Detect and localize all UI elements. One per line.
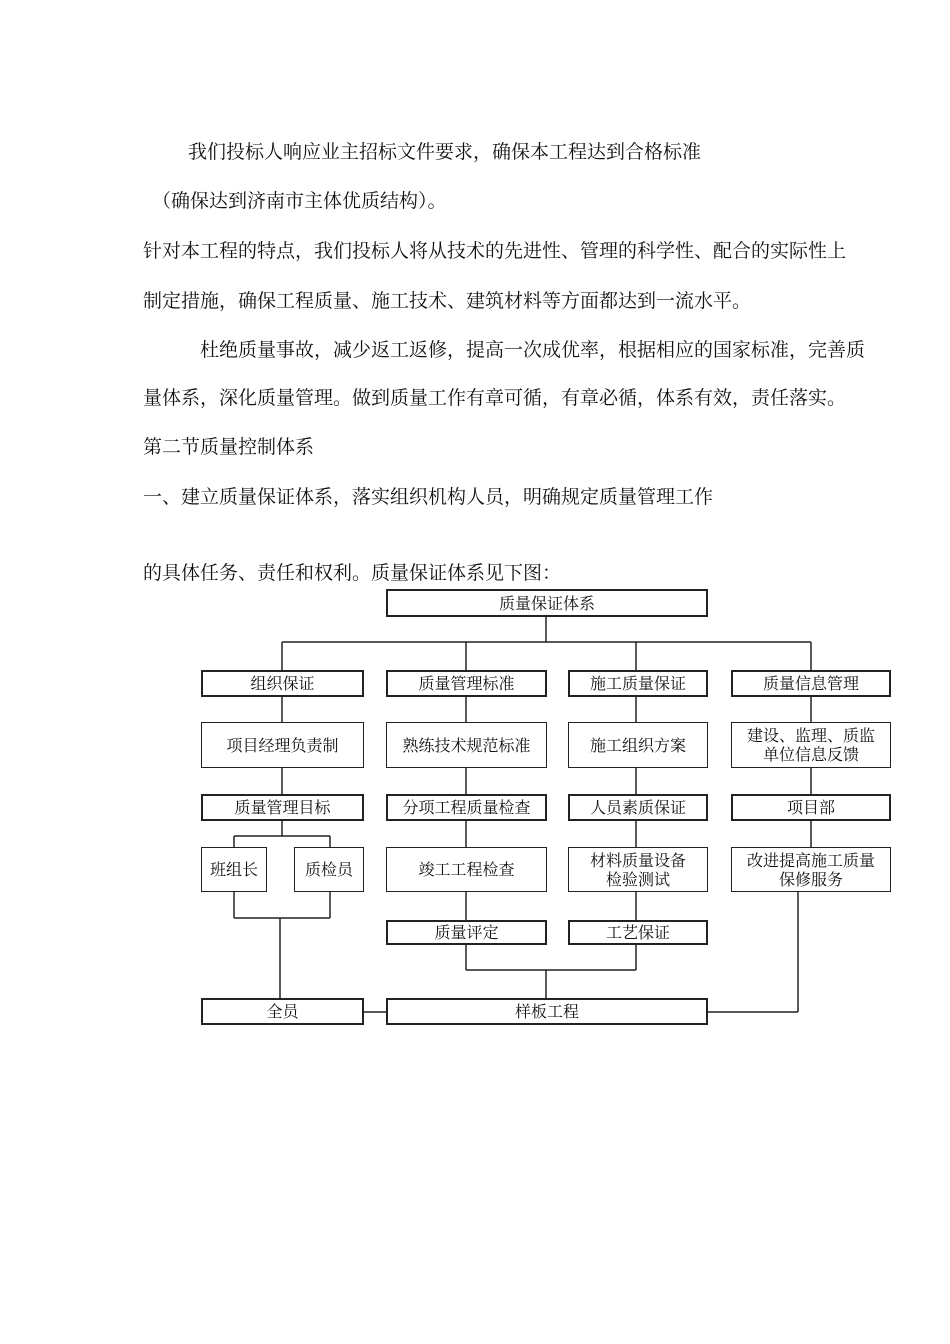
col2-box-1: 熟练技术规范标准 — [386, 722, 547, 768]
paragraph-line-7: 一、建立质量保证体系，落实组织机构人员，明确规定质量管理工作 — [143, 486, 714, 508]
col2-box-2: 分项工程质量检查 — [386, 794, 547, 821]
bottom-center-box: 样板工程 — [386, 998, 708, 1025]
col2-header-box: 质量管理标准 — [386, 670, 547, 697]
col3-box-4: 工艺保证 — [568, 920, 708, 945]
root-box: 质量保证体系 — [386, 589, 708, 617]
paragraph-line-1: 我们投标人响应业主招标文件要求，确保本工程达到合格标准 — [188, 141, 702, 163]
col2-box-3: 竣工工程检查 — [386, 847, 547, 892]
paragraph-line-6: 量体系，深化质量管理。做到质量工作有章可循，有章必循，体系有效，责任落实。 — [143, 387, 847, 409]
paragraph-line-4: 制定措施，确保工程质量、施工技术、建筑材料等方面都达到一流水平。 — [143, 290, 752, 312]
col4-header-box: 质量信息管理 — [731, 670, 891, 697]
col3-header-box: 施工质量保证 — [568, 670, 708, 697]
section-heading: 第二节质量控制体系 — [143, 436, 315, 458]
col3-box-3: 材料质量设备 检验测试 — [568, 847, 708, 892]
col1-bottom-box: 全员 — [201, 998, 364, 1025]
paragraph-line-8: 的具体任务、责任和权利。质量保证体系见下图： — [143, 562, 562, 584]
paragraph-line-2: （确保达到济南市主体优质结构）。 — [152, 190, 447, 212]
col1-box-3b: 质检员 — [294, 847, 364, 892]
col1-box-3a: 班组长 — [201, 847, 267, 892]
col3-box-1: 施工组织方案 — [568, 722, 708, 768]
col3-box-2: 人员素质保证 — [568, 794, 708, 821]
col4-box-3: 改进提高施工质量 保修服务 — [731, 847, 891, 892]
col1-box-2: 质量管理目标 — [201, 794, 364, 821]
paragraph-line-3: 针对本工程的特点，我们投标人将从技术的先进性、管理的科学性、配合的实际性上 — [143, 240, 847, 262]
paragraph-line-5: 杜绝质量事故，减少返工返修，提高一次成优率，根据相应的国家标准，完善质 — [200, 339, 866, 361]
col2-box-4: 质量评定 — [386, 920, 547, 945]
col4-box-1: 建设、监理、质监 单位信息反馈 — [731, 722, 891, 768]
col4-box-2: 项目部 — [731, 794, 891, 821]
col1-header-box: 组织保证 — [201, 670, 364, 697]
col1-box-1: 项目经理负责制 — [201, 722, 364, 768]
